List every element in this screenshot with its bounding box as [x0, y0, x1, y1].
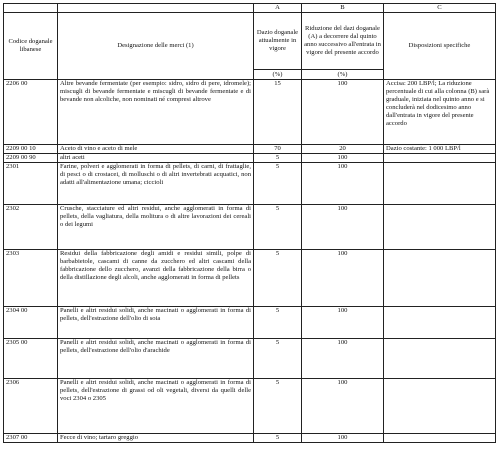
header-description: Designazione delle merci (1) — [58, 13, 254, 80]
row-reduction: 100 — [302, 307, 384, 339]
header-current-duty: Dazio doganale attualmente in vigore — [254, 13, 302, 70]
table-row — [4, 154, 496, 163]
row-reduction: 100 — [302, 434, 384, 443]
row-duty: 5 — [254, 434, 302, 443]
row-duty: 5 — [254, 339, 302, 379]
table-row — [4, 379, 496, 434]
table-row — [4, 205, 496, 250]
row-reduction: 100 — [302, 154, 384, 163]
row-code: 2301 — [4, 163, 58, 205]
unit-a: (%) — [254, 70, 302, 80]
tariff-table — [3, 3, 496, 443]
column-header-row — [4, 13, 496, 70]
row-reduction: 100 — [302, 163, 384, 205]
row-duty: 5 — [254, 250, 302, 307]
row-provisions — [384, 434, 496, 443]
row-code: 2304 00 — [4, 307, 58, 339]
row-description: Altre bevande fermentate (per esempio: sidro, sidro di pere, idromele); miscugli di bevande fermentate e miscugli di bevande fermentate e di bevande non alcoliche, non nominati né compresi altrove — [58, 80, 254, 145]
header-specific-provisions: Disposizioni specifiche — [384, 13, 496, 80]
row-reduction: 100 — [302, 80, 384, 145]
table-row — [4, 339, 496, 379]
table-row — [4, 250, 496, 307]
column-letter-a: A — [254, 4, 302, 13]
blank-header-cell — [4, 4, 58, 13]
row-duty: 15 — [254, 80, 302, 145]
row-code: 2209 00 90 — [4, 154, 58, 163]
row-provisions: Dazio costante: 1 000 LBP/l — [384, 145, 496, 154]
row-provisions — [384, 307, 496, 339]
row-code: 2209 00 10 — [4, 145, 58, 154]
column-letter-b: B — [302, 4, 384, 13]
row-code: 2306 — [4, 379, 58, 434]
row-description: Panelli e altri residui solidi, anche macinati o agglomerati in forma di pellets, dell'estrazione dell'olio d'arachide — [58, 339, 254, 379]
table-row — [4, 80, 496, 145]
row-description: Crusche, stacciature ed altri residui, anche agglomerati in forma di pellets, della vagliatura, della molitura o di altre lavorazioni dei cereali o dei legumi — [58, 205, 254, 250]
header-code: Codice doganale libanese — [4, 13, 58, 80]
row-description: Panelli e altri residui solidi, anche macinati o agglomerati in forma di pellets, dell'estrazione di grassi od oli vegetali, diversi da quelli delle voci 2304 o 2305 — [58, 379, 254, 434]
row-code: 2302 — [4, 205, 58, 250]
row-duty: 5 — [254, 154, 302, 163]
row-duty: 5 — [254, 163, 302, 205]
row-reduction: 100 — [302, 205, 384, 250]
row-provisions — [384, 154, 496, 163]
unit-b: (%) — [302, 70, 384, 80]
table-row — [4, 163, 496, 205]
row-code: 2206 00 — [4, 80, 58, 145]
row-description: Residui della fabbricazione degli amidi e residui simili, polpe di barbabietole, cascami di canne da zucchero ed altri cascami della fabbricazione dello zucchero, avanzi della fabbricazione della birra o della distillazione degli alcoli, anche agglomerati in forma di pellets — [58, 250, 254, 307]
row-provisions: Accisa: 200 LBP/l; La riduzione percentuale di cui alla colonna (B) sarà graduale, iniziata nel quinto anno e si concluderà nel dodicesimo anno dall'entrata in vigore del presente accordo — [384, 80, 496, 145]
row-code: 2307 00 — [4, 434, 58, 443]
row-duty: 5 — [254, 379, 302, 434]
table-row — [4, 145, 496, 154]
row-provisions — [384, 163, 496, 205]
row-code: 2303 — [4, 250, 58, 307]
row-reduction: 100 — [302, 250, 384, 307]
row-description: altri aceti — [58, 154, 254, 163]
table-row — [4, 434, 496, 443]
row-description: Aceto di vino e aceto di mele — [58, 145, 254, 154]
row-code: 2305 00 — [4, 339, 58, 379]
row-duty: 70 — [254, 145, 302, 154]
row-description: Fecce di vino; tartaro greggio — [58, 434, 254, 443]
column-letter-c: C — [384, 4, 496, 13]
header-duty-reduction: Riduzione del dazi doganale (A) a decorrere dal quinto anno successivo all'entrata in vigore del presente accordo — [302, 13, 384, 70]
row-provisions — [384, 205, 496, 250]
row-description: Farine, polveri e agglomerati in forma di pellets, di carni, di frattaglie, di pesci o di crostacei, di molluschi o di altri invertebrati acquatici, non adatti all'alimentazione umana; ciccioli — [58, 163, 254, 205]
row-provisions — [384, 250, 496, 307]
row-provisions — [384, 379, 496, 434]
row-duty: 5 — [254, 307, 302, 339]
row-reduction: 100 — [302, 339, 384, 379]
row-reduction: 100 — [302, 379, 384, 434]
row-duty: 5 — [254, 205, 302, 250]
blank-header-cell — [58, 4, 254, 13]
row-provisions — [384, 339, 496, 379]
row-description: Panelli e altri residui solidi, anche macinati o agglomerati in forma di pellets, dell'estrazione dell'olio di soia — [58, 307, 254, 339]
column-letters-row — [4, 4, 496, 13]
row-reduction: 20 — [302, 145, 384, 154]
table-row — [4, 307, 496, 339]
